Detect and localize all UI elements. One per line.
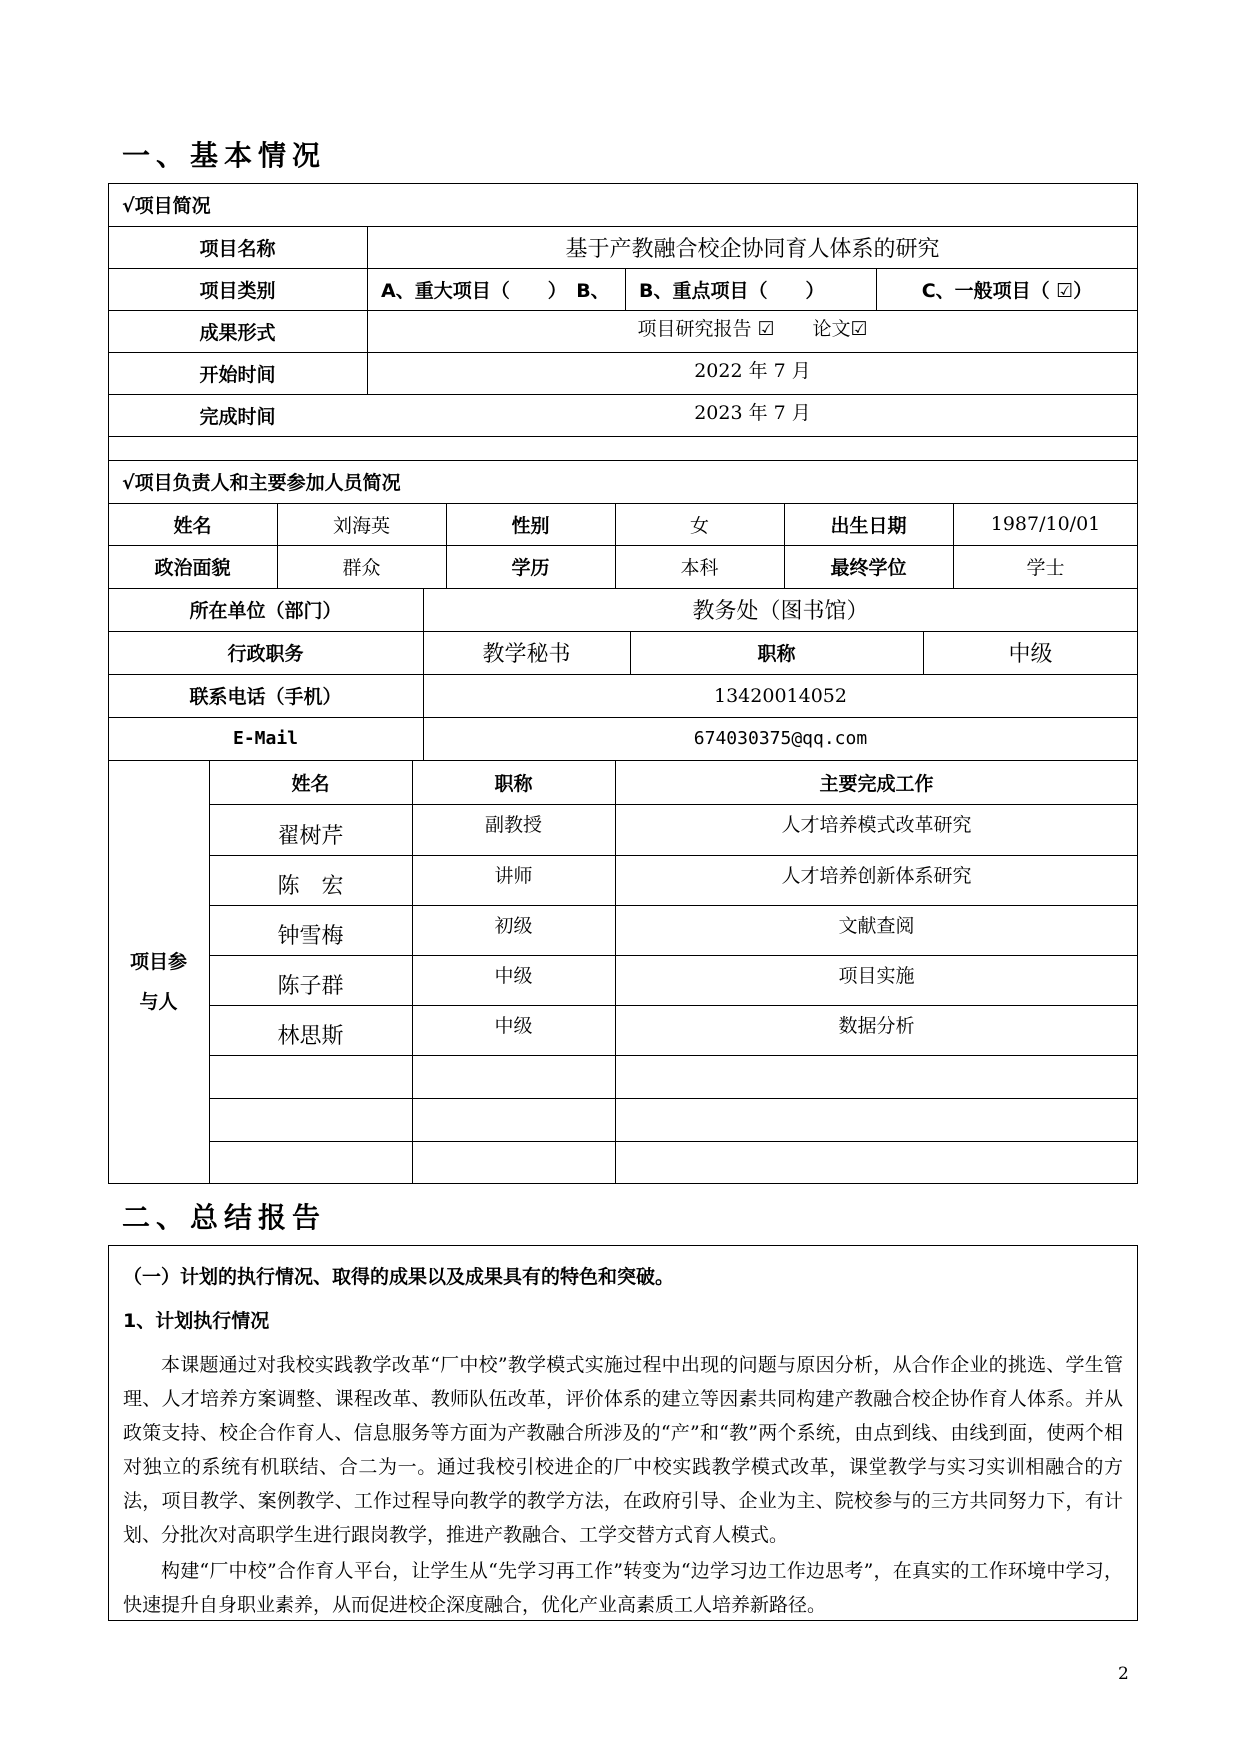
final-degree-value: 学士 — [1026, 557, 1065, 579]
report-subheading: 1、计划执行情况 — [123, 1310, 270, 1332]
political-status-value: 群众 — [342, 557, 381, 579]
row-divider — [209, 1141, 1138, 1142]
participant-work: 人才培养创新体系研究 — [781, 864, 972, 887]
unit-label: 所在单位（部门） — [189, 600, 342, 622]
participant-name: 钟雪梅 — [277, 923, 344, 949]
participant-title: 副教授 — [484, 813, 542, 836]
outcome-form-label: 成果形式 — [199, 321, 276, 344]
participant-name: 陈子群 — [277, 973, 344, 999]
participant-work: 数据分析 — [838, 1014, 915, 1037]
professional-title-value: 中级 — [1008, 642, 1053, 667]
participant-name: 陈 宏 — [277, 873, 344, 899]
section-title-basic-info: 一、基本情况 — [122, 139, 327, 172]
participant-work: 项目实施 — [838, 964, 915, 987]
start-time-label: 开始时间 — [199, 363, 276, 386]
education-value: 本科 — [680, 557, 719, 579]
row-divider — [108, 436, 1138, 437]
professional-title-label: 职称 — [757, 643, 796, 665]
email-label: E-Mail — [232, 728, 299, 749]
row-divider — [209, 1055, 1138, 1056]
project-name-label: 项目名称 — [199, 237, 276, 260]
phone-value: 13420014052 — [714, 684, 847, 707]
leader-name-value: 刘海英 — [332, 514, 390, 537]
participant-title: 讲师 — [494, 864, 533, 887]
political-status-label: 政治面貌 — [154, 557, 231, 579]
gender-value: 女 — [689, 514, 709, 537]
end-time-value: 2023 年 7 月 — [694, 401, 811, 424]
leader-name-label: 姓名 — [173, 514, 212, 537]
phone-label: 联系电话（手机） — [189, 686, 342, 708]
participant-title: 中级 — [494, 1014, 533, 1037]
category-general-option[interactable]: C、一般项目（ ☑） — [921, 279, 1093, 302]
row-divider — [209, 1098, 1138, 1099]
category-key-option[interactable]: B、重点项目（ ） — [639, 279, 825, 302]
gender-label: 性别 — [511, 514, 550, 537]
participant-name: 林思斯 — [277, 1023, 344, 1049]
outcome-form-value: 项目研究报告 ☑ 论文☑ — [637, 317, 868, 340]
admin-position-value: 教学秘书 — [482, 642, 571, 667]
page-number: 2 — [1118, 1664, 1129, 1684]
report-paragraph: 构建“厂中校”合作育人平台，让学生从“先学习再工作”转变为“边学习边工作边思考”，在真实的工作环境中学习，快速提升自身职业素养，从而促进校企深度融合，优化产业高素质工人培养新路径。 — [123, 1560, 1123, 1616]
summary-report-box — [108, 1245, 1138, 1621]
participant-title: 初级 — [494, 914, 533, 937]
leader-section-header: √项目负责人和主要参加人员简况 — [122, 472, 401, 494]
category-major-option[interactable]: A、重大项目（ ） B、 — [381, 279, 610, 302]
project-category-label: 项目类别 — [199, 279, 276, 302]
unit-value: 教务处（图书馆） — [692, 599, 869, 624]
start-time-value: 2022 年 7 月 — [694, 359, 811, 382]
end-time-label: 完成时间 — [199, 405, 276, 428]
project-overview-header: √项目简况 — [122, 195, 211, 217]
participants-side-label-line2: 与人 — [139, 990, 178, 1013]
final-degree-label: 最终学位 — [830, 557, 907, 579]
birth-date-value: 1987/10/01 — [990, 513, 1101, 535]
participant-work: 文献查阅 — [838, 914, 915, 937]
participants-header-name: 姓名 — [291, 772, 330, 795]
report-paragraph: 本课题通过对我校实践教学改革“厂中校”教学模式实施过程中出现的问题与原因分析，从合作企业的挑选、学生管理、人才培养方案调整、课程改革、教师队伍改革，评价体系的建立等因素共同构建产教融合校企协作育人体系。并从政策支持、校企合作育人、信息服务等方面为产教融合所涉及的“产”和“教”两个系统，由点到线、由线到面，使两个相对独立的系统有机联结、合二为一。通过我校引校进企的厂中校实践教学模式改革，课堂教学与实习实训相融合的方法，项目教学、案例教学、工作过程导向教学的教学方法，在政府引导、企业为主、院校参与的三方共同努力下，有计划、分批次对高职学生进行跟岗教学，推进产教融合、工学交替方式育人模式。 — [123, 1354, 1123, 1546]
section-title-summary-report: 二、总结报告 — [122, 1201, 327, 1234]
participants-header-work: 主要完成工作 — [819, 772, 934, 795]
project-name-value: 基于产教融合校企协同育人体系的研究 — [565, 236, 940, 262]
education-label: 学历 — [511, 557, 550, 579]
admin-position-label: 行政职务 — [227, 643, 304, 665]
email-value: 674030375@qq.com — [693, 728, 868, 749]
participants-header-title: 职称 — [494, 772, 533, 795]
participant-name: 翟树芹 — [277, 823, 344, 849]
participant-work: 人才培养模式改革研究 — [781, 813, 972, 836]
participants-side-label-line1: 项目参 — [129, 950, 187, 973]
participant-title: 中级 — [494, 964, 533, 987]
birth-date-label: 出生日期 — [830, 514, 907, 537]
report-heading: （一）计划的执行情况、取得的成果以及成果具有的特色和突破。 — [123, 1266, 675, 1288]
